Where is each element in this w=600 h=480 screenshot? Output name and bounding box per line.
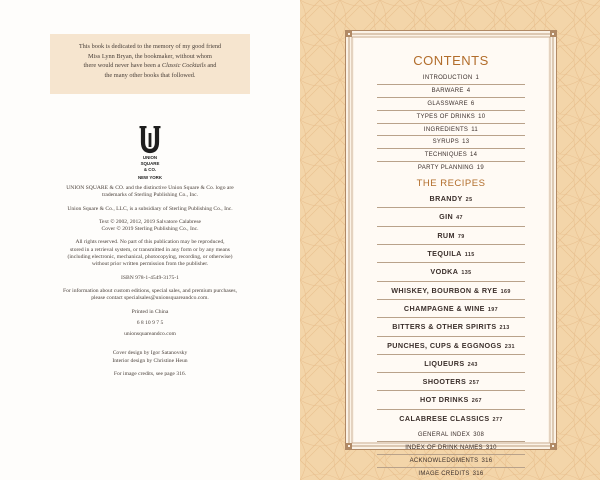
toc-entry-label: RUM <box>437 230 455 240</box>
printed-in: Printed in China <box>131 308 169 315</box>
toc-recipe-entry[interactable] <box>377 355 525 373</box>
toc-entry-label: BITTERS & OTHER SPIRITS <box>392 322 497 332</box>
sales-info: please contact specialsales@unionsquareandco.com. <box>91 295 209 302</box>
toc-entry-page: 231 <box>504 343 515 350</box>
toc-entry[interactable] <box>377 455 525 468</box>
dedication-text: there would never have been a <box>83 62 162 70</box>
logo-name-line: UNION <box>142 155 158 160</box>
toc-entry-page: 4 <box>466 87 471 94</box>
toc-entry-label: GENERAL INDEX <box>417 431 471 438</box>
toc-entry-page: 267 <box>471 398 482 405</box>
toc-entry-label: WHISKEY, BOURBON & RYE <box>391 285 498 295</box>
toc-entry-label: INGREDIENTS <box>423 126 469 133</box>
toc-entry-label: HOT DRINKS <box>420 395 469 405</box>
toc-recipe-entry[interactable] <box>377 373 525 391</box>
toc-entry-label: TYPES OF DRINKS <box>416 113 476 120</box>
toc-entry-label: TECHNIQUES <box>424 152 468 159</box>
toc-entry-page: 308 <box>473 431 485 438</box>
sales-info: For information about custom editions, special sales, and premium purchases, <box>63 287 237 294</box>
isbn: ISBN 978-1-4549-3175-1 <box>121 274 179 281</box>
table-of-contents <box>354 38 548 477</box>
toc-entry-label: BRANDY <box>429 194 463 204</box>
toc-entry[interactable] <box>377 72 525 85</box>
toc-recipe-entry[interactable] <box>377 208 525 226</box>
dedication-text: and <box>205 62 217 70</box>
toc-entry-page: 14 <box>470 152 478 159</box>
toc-entry-label: LIQUEURS <box>424 358 465 368</box>
contents-frame <box>345 30 557 477</box>
dedication-line: Miss Lynn Bryan, the bookmaker, without whom <box>88 52 212 60</box>
toc-entry-page: 25 <box>465 197 473 204</box>
toc-entry[interactable] <box>377 136 525 149</box>
toc-entry[interactable] <box>377 442 525 455</box>
rights-notice: without prior written permission from the publisher. <box>91 261 209 268</box>
interior-design-credit: Interior design by Christine Heun <box>112 357 188 364</box>
subsidiary-notice: Union Square & Co., LLC, is a subsidiary of Sterling Publishing Co., Inc. <box>67 205 233 212</box>
toc-recipe-entry[interactable] <box>377 263 525 281</box>
rights-notice: (including electronic, mechanical, photocopying, recording, or otherwise) <box>67 254 233 261</box>
cover-design-credit: Cover design by Igor Satanovsky <box>112 350 188 357</box>
toc-entry-label: CHAMPAGNE & WINE <box>403 303 485 313</box>
trademark-notice: trademarks of Sterling Publishing Co., Inc. <box>101 192 198 199</box>
toc-entry-page: 10 <box>478 113 486 120</box>
toc-recipe-entry[interactable] <box>377 410 525 428</box>
toc-entry-label: PARTY PLANNING <box>417 165 474 172</box>
toc-entry[interactable] <box>377 162 525 175</box>
toc-entry-label: INTRODUCTION <box>422 75 473 81</box>
toc-entry-page: 79 <box>457 233 465 240</box>
toc-entry-page: 11 <box>471 126 479 133</box>
toc-entry[interactable] <box>377 111 525 124</box>
publisher-website: unionsquareandco.com <box>124 331 176 338</box>
toc-entry-label: VODKA <box>430 267 459 277</box>
toc-entry-label: BARWARE <box>431 87 464 94</box>
toc-entry-page: 316 <box>472 470 484 477</box>
toc-entry[interactable] <box>377 124 525 137</box>
toc-entry[interactable] <box>377 149 525 162</box>
toc-recipe-entry[interactable] <box>377 300 525 318</box>
toc-entry-label: CALABRESE CLASSICS <box>399 413 490 423</box>
toc-entry-page: 257 <box>469 380 480 387</box>
rights-notice: All rights reserved. No part of this publication may be reproduced, <box>75 239 225 246</box>
union-square-logo-icon <box>135 124 165 154</box>
dedication-box <box>50 34 250 94</box>
logo-name-line: & CO. <box>143 167 157 172</box>
back-matter-list <box>377 429 525 480</box>
toc-entry-label: IMAGE CREDITS <box>418 470 470 477</box>
toc-entry-page: 135 <box>461 270 472 277</box>
toc-entry-label: SHOOTERS <box>422 377 467 387</box>
toc-entry-page: 169 <box>500 288 511 295</box>
dedication-line: This book is dedicated to the memory of my good friend <box>78 43 222 50</box>
toc-entry-page: 310 <box>485 444 497 451</box>
toc-entry-page: 6 <box>470 100 475 107</box>
toc-recipe-entry[interactable] <box>377 337 525 355</box>
copyright-block <box>20 185 280 384</box>
toc-recipe-entry[interactable] <box>377 391 525 409</box>
right-page <box>300 0 600 480</box>
toc-entry-label: TEQUILA <box>427 249 462 259</box>
toc-entry-page: 13 <box>462 139 470 146</box>
toc-entry-label: GIN <box>439 212 454 222</box>
toc-entry-label: ACKNOWLEDGMENTS <box>409 457 479 464</box>
toc-entry-page: 243 <box>467 361 478 368</box>
toc-entry-page: 213 <box>499 325 510 332</box>
toc-entry-page: 115 <box>464 252 475 259</box>
print-run: 6 8 10 9 7 5 <box>136 319 164 326</box>
book-title: Classic Cocktails <box>161 62 206 70</box>
dedication-line <box>50 61 250 71</box>
toc-entry-page: 316 <box>481 457 493 464</box>
toc-entry-page: 277 <box>492 416 503 423</box>
toc-entry[interactable] <box>377 98 525 111</box>
toc-entry[interactable] <box>377 429 525 442</box>
toc-entry[interactable] <box>377 468 525 480</box>
toc-recipe-entry[interactable] <box>377 282 525 300</box>
recipes-heading: THE RECIPES <box>416 178 486 190</box>
toc-recipe-entry[interactable] <box>377 245 525 263</box>
toc-entry[interactable] <box>377 85 525 98</box>
toc-recipe-entry[interactable] <box>377 190 525 208</box>
toc-entry-page: 19 <box>476 165 485 172</box>
logo-name-line: SQUARE <box>140 161 160 166</box>
image-credits-note: For image credits, see page 316. <box>113 371 187 378</box>
toc-recipe-entry[interactable] <box>377 318 525 336</box>
toc-entry-label: SYRUPS <box>432 139 460 146</box>
cover-copyright: Cover © 2019 Sterling Publishing Co., Inc. <box>101 226 199 233</box>
contents-heading: CONTENTS <box>413 53 489 68</box>
toc-recipe-entry[interactable] <box>377 227 525 245</box>
publisher-logo <box>120 124 180 180</box>
toc-entry-label: PUNCHES, CUPS & EGGNOGS <box>387 340 502 350</box>
recipes-list <box>377 190 525 428</box>
toc-entry-page: 47 <box>456 215 463 222</box>
logo-city: NEW YORK <box>137 175 163 180</box>
toc-entry-page: 197 <box>487 306 499 313</box>
toc-entry-label: GLASSWARE <box>427 100 468 107</box>
rights-notice: stored in a retrieval system, or transmitted in any form or by any means <box>69 246 230 253</box>
intro-list <box>377 72 525 175</box>
dedication-line: the many other books that followed. <box>104 71 196 79</box>
trademark-notice: UNION SQUARE & CO. and the distinctive Union Square & Co. logo are <box>66 185 234 191</box>
text-copyright: Text © 2002, 2012, 2019 Salvatore Calabrese <box>98 218 202 225</box>
toc-entry-label: INDEX OF DRINK NAMES <box>405 444 483 451</box>
toc-entry-page: 1 <box>475 75 480 81</box>
